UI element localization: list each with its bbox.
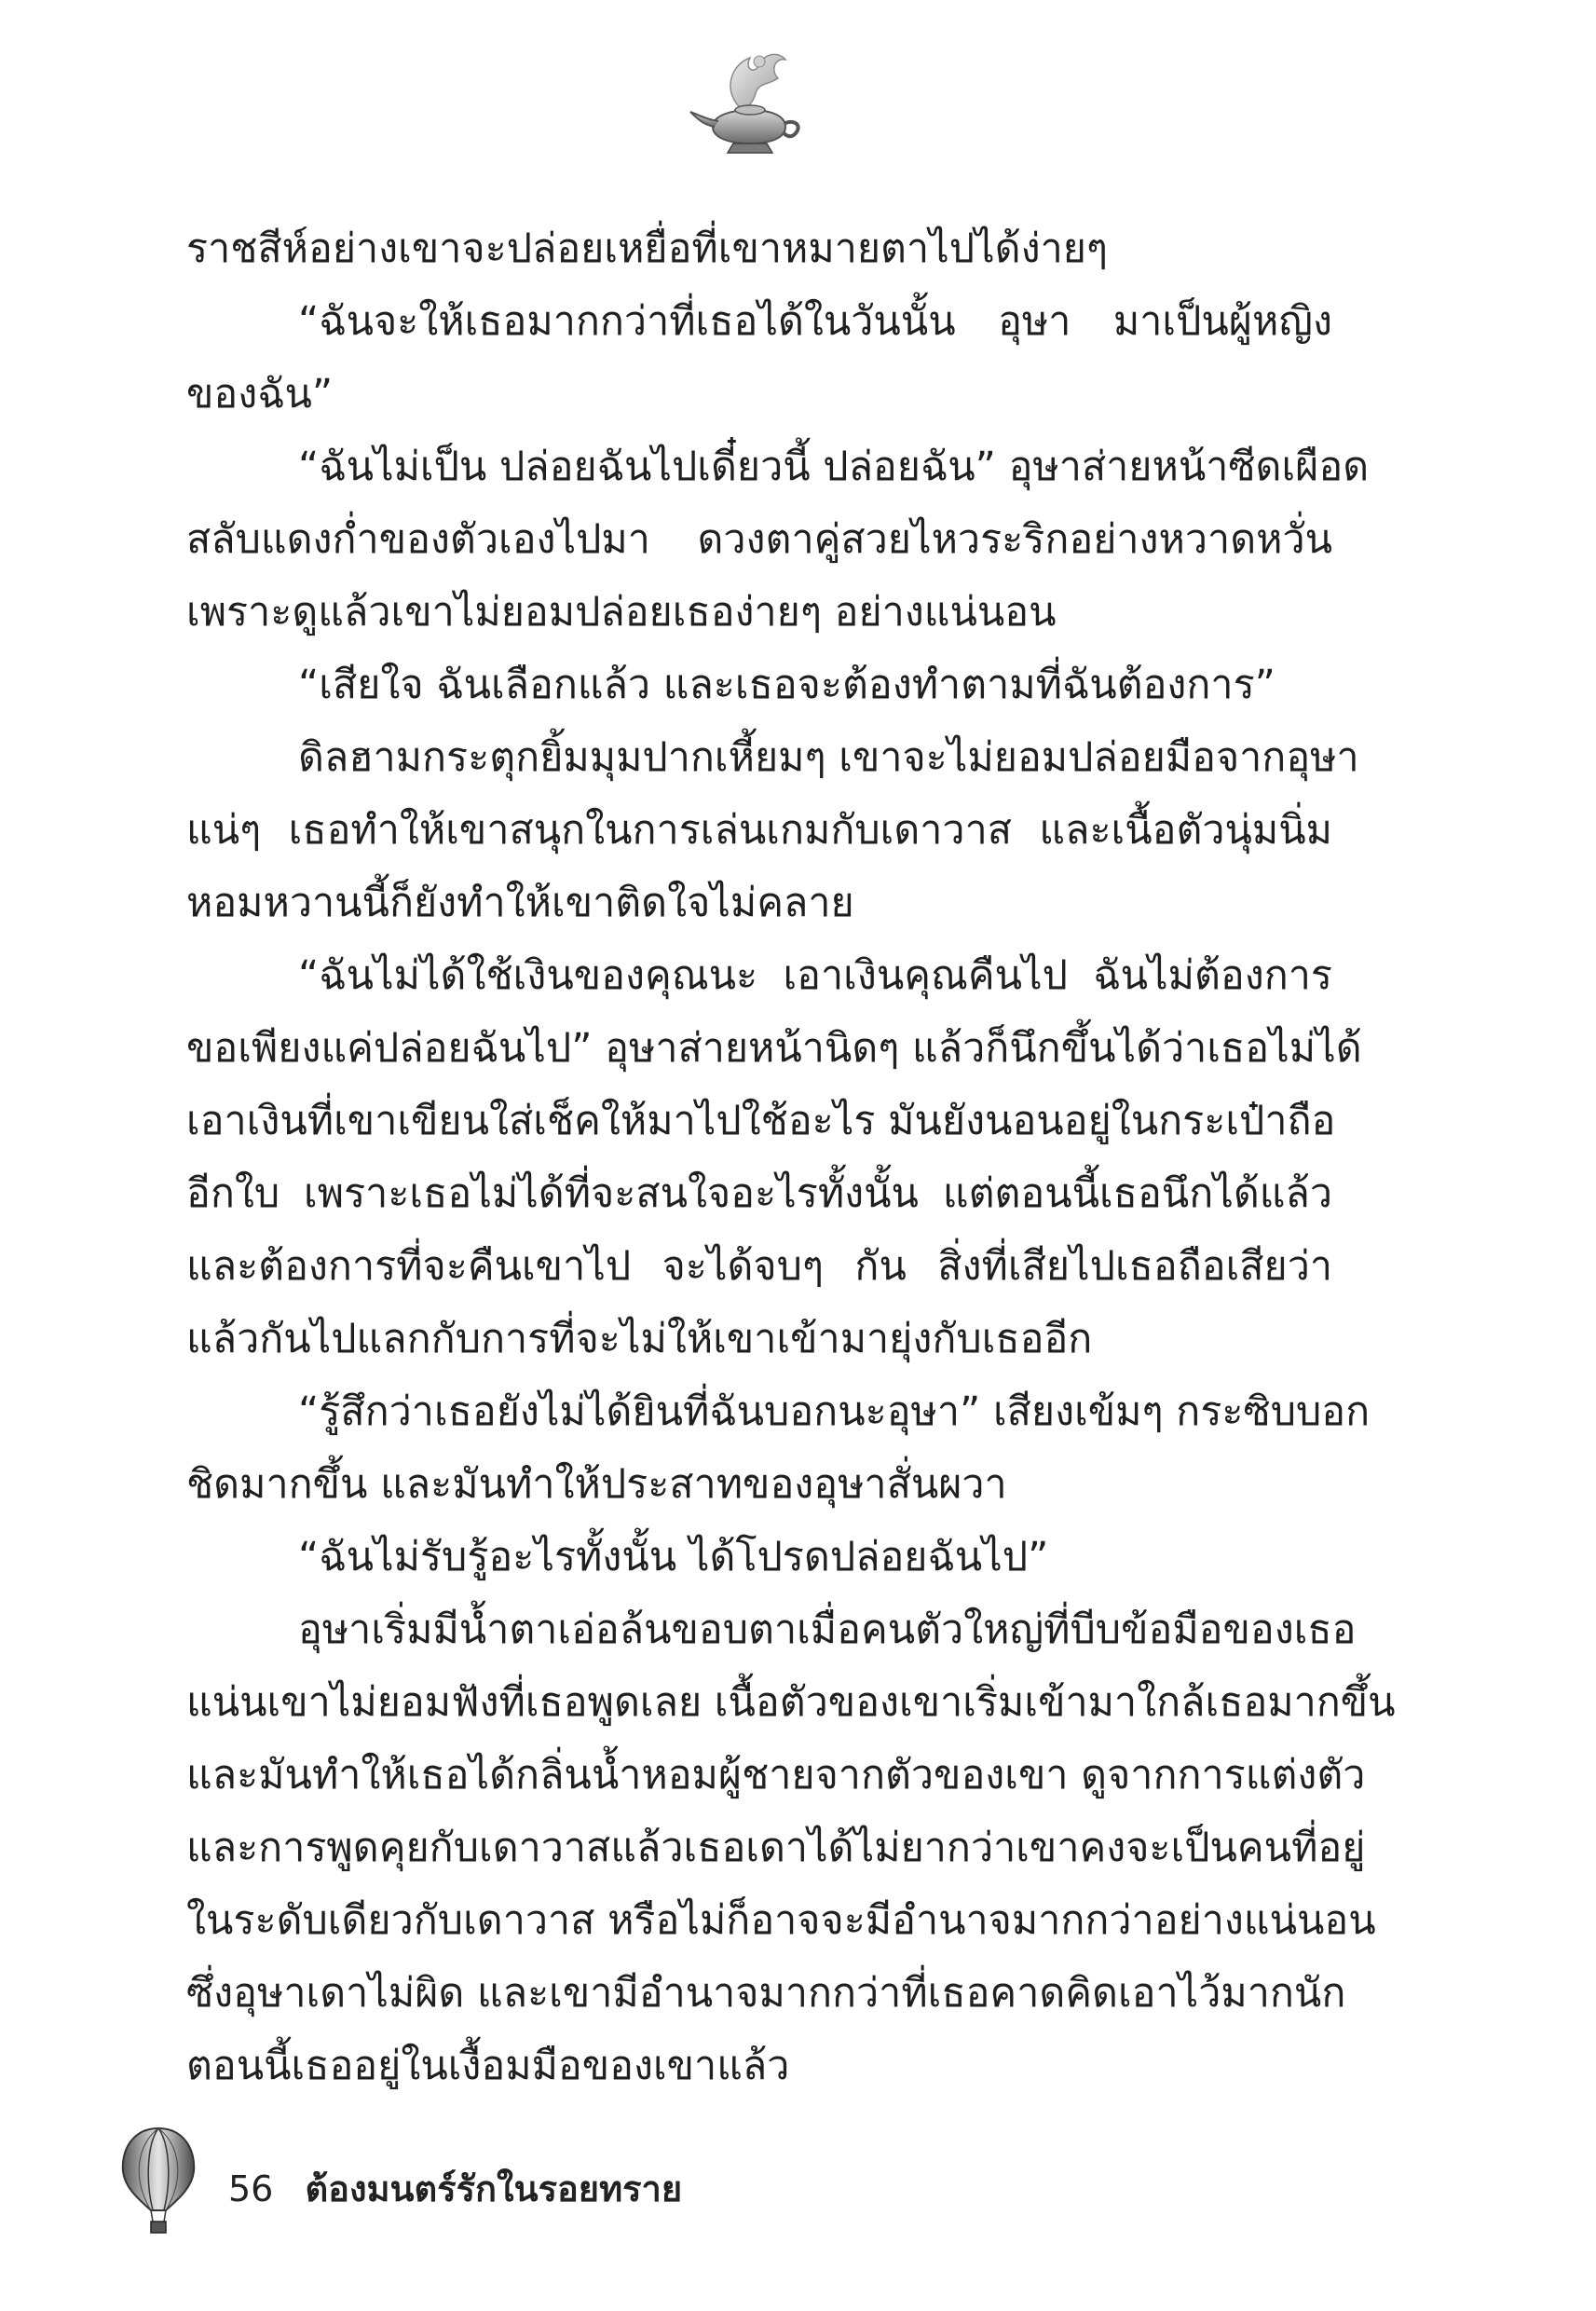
text-line: “ฉันไม่รับรู้อะไรทั้งนั้น ได้โปรดปล่อยฉันไป” xyxy=(298,1534,1049,1580)
text-line: ของฉัน” xyxy=(186,371,334,417)
paragraph xyxy=(186,721,1359,939)
text-line: แล้วกันไปแลกกับการที่จะไม่ให้เขาเข้ามายุ่งกับเธออีก xyxy=(186,1316,1093,1362)
text-line: อีกใบ เพราะเธอไม่ได้ที่จะสนใจอะไรทั้งนั้น แต่ตอนนี้เธอนึกได้แล้ว xyxy=(186,1170,1332,1217)
text-line: เอาเงินที่เขาเขียนใส่เช็คให้มาไปใช้อะไร มันยังนอนอยู่ในกระเป๋าถือ xyxy=(186,1098,1336,1144)
paragraph xyxy=(186,431,1370,649)
text-line: ซึ่งอุษาเดาไม่ผิด และเขามีอำนาจมากกว่าที่เธอคาดคิดเอาไว้มากนัก xyxy=(186,1970,1346,2017)
text-line: หอมหวานนี้ก็ยังทำให้เขาติดใจไม่คลาย xyxy=(186,880,854,926)
text-line: “รู้สึกว่าเธอยังไม่ได้ยินที่ฉันบอกนะอุษา” เสียงเข้มๆ กระซิบบอก xyxy=(298,1388,1371,1435)
body-text xyxy=(186,212,1396,2102)
text-line: “เสียใจ ฉันเลือกแล้ว และเธอจะต้องทำตามที่ฉันต้องการ” xyxy=(298,662,1275,708)
book-title: ต้องมนตร์รักในรอยทราย xyxy=(305,2168,683,2209)
text-line: สลับแดงก่ำของตัวเองไปมา ดวงตาคู่สวยไหวระริกอย่างหวาดหวั่น xyxy=(186,516,1332,563)
text-line: และการพูดคุยกับเดาวาสแล้วเธอเดาได้ไม่ยากว่าเขาคงจะเป็นคนที่อยู่ xyxy=(186,1825,1366,1871)
paragraph xyxy=(186,285,1332,431)
paragraph xyxy=(186,939,1362,1375)
paragraph xyxy=(186,212,1332,285)
page-number: 56 xyxy=(228,2168,274,2209)
page-footer xyxy=(228,2160,682,2217)
paragraph xyxy=(186,1521,1332,1593)
text-line: ขอเพียงแค่ปล่อยฉันไป” อุษาส่ายหน้านิดๆ แล้วก็นึกขึ้นได้ว่าเธอไม่ได้ xyxy=(186,1025,1362,1072)
text-line: “ฉันจะให้เธอมากกว่าที่เธอได้ในวันนั้น อุษา มาเป็นผู้หญิง xyxy=(298,298,1332,345)
paragraph xyxy=(186,1375,1371,1521)
text-line: เพราะดูแล้วเขาไม่ยอมปล่อยเธอง่ายๆ อย่างแน่นอน xyxy=(186,589,1057,636)
text-line: ในระดับเดียวกับเดาวาส หรือไม่ก็อาจจะมีอำนาจมากกว่าอย่างแน่นอน xyxy=(186,1897,1376,1944)
text-line: “ฉันไม่ได้ใช้เงินของคุณนะ เอาเงินคุณคืนไป ฉันไม่ต้องการ xyxy=(298,952,1332,999)
lamp-genie-icon xyxy=(685,37,815,168)
text-line: ดิลฮามกระตุกยิ้มมุมปากเหี้ยมๆ เขาจะไม่ยอมปล่อยมือจากอุษา xyxy=(298,734,1359,781)
text-line: ตอนนี้เธออยู่ในเงื้อมมือของเขาแล้ว xyxy=(186,2043,790,2089)
text-line: และมันทำให้เธอได้กลิ่นน้ำหอมผู้ชายจากตัวของเขา ดูจากการแต่งตัว xyxy=(186,1752,1366,1798)
text-line: ชิดมากขึ้น และมันทำให้ประสาทของอุษาสั่นผวา xyxy=(186,1461,1007,1508)
text-line: ราชสีห์อย่างเขาจะปล่อยเหยื่อที่เขาหมายตาไปได้ง่ายๆ xyxy=(186,226,1109,272)
paragraph xyxy=(186,649,1332,721)
text-line: แน่ๆ เธอทำให้เขาสนุกในการเล่นเกมกับเดาวาส และเนื้อตัวนุ่มนิ่ม xyxy=(186,807,1332,854)
hot-air-balloon-icon xyxy=(119,2125,198,2236)
paragraph xyxy=(186,1593,1396,2102)
text-line: และต้องการที่จะคืนเขาไป จะได้จบๆ กัน สิ่งที่เสียไปเธอถือเสียว่า xyxy=(186,1243,1332,1290)
text-line: อุษาเริ่มมีน้ำตาเอ่อล้นขอบตาเมื่อคนตัวใหญ่ที่บีบข้อมือของเธอ xyxy=(298,1607,1357,1653)
text-line: แน่นเขาไม่ยอมฟังที่เธอพูดเลย เนื้อตัวของเขาเริ่มเข้ามาใกล้เธอมากขึ้น xyxy=(186,1679,1396,1726)
text-line: “ฉันไม่เป็น ปล่อยฉันไปเดี๋ยวนี้ ปล่อยฉัน” อุษาส่ายหน้าซีดเผือด xyxy=(298,444,1370,490)
